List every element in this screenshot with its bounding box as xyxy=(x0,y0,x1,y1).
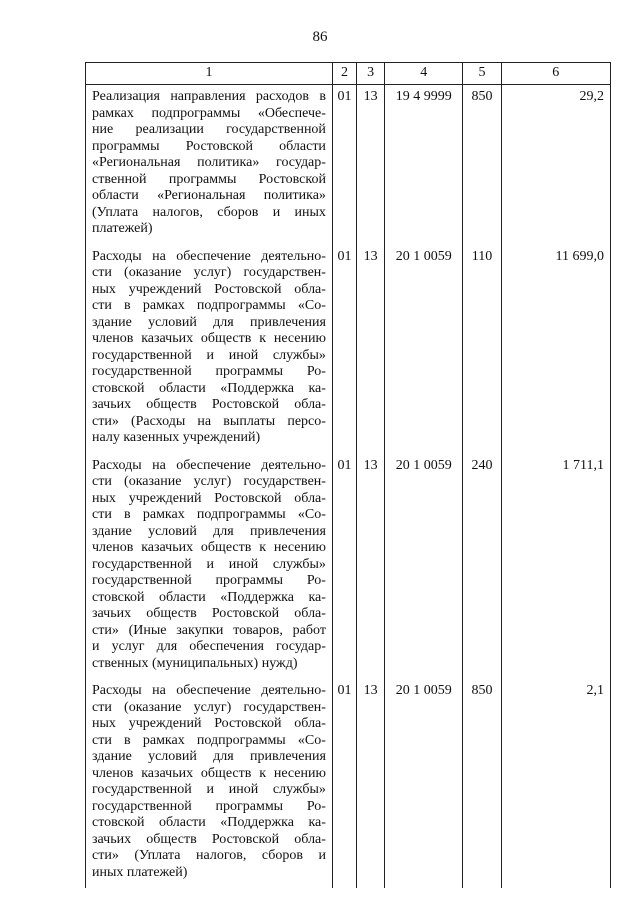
expense-type-code: 240 xyxy=(463,454,501,680)
description-line: государственной программы Ро- xyxy=(92,364,326,379)
amount: 2,1 xyxy=(501,679,610,888)
table-row xyxy=(86,454,611,680)
description-line: рамках подпрограммы «Обеспече- xyxy=(92,105,326,121)
section-code: 01 xyxy=(332,245,356,454)
description-line: иных платежей) xyxy=(92,864,188,880)
header-col-1: 1 xyxy=(86,63,333,85)
description-line: государственной программы Ро- xyxy=(92,573,326,588)
budget-table xyxy=(85,62,611,888)
target-article-code: 19 4 9999 xyxy=(385,85,463,245)
description-line: сти (оказание услуг) государствен- xyxy=(92,474,326,489)
description-line: области «Региональная политика» xyxy=(92,188,326,203)
description-line: здание условий для привлечения xyxy=(92,749,326,764)
header-col-4: 4 xyxy=(385,63,463,85)
description-line: сти» (Иные закупки товаров, работ xyxy=(92,622,326,638)
description-line: членов казачьих обществ к несению xyxy=(92,540,326,555)
page-number: 86 xyxy=(312,29,328,45)
expense-type-code: 850 xyxy=(463,679,501,888)
description-line: Расходы на обеспечение деятельно- xyxy=(92,457,326,473)
row-description xyxy=(86,679,333,888)
description-line: сти (оказание услуг) государствен- xyxy=(92,699,326,715)
subsection-code: 13 xyxy=(357,245,385,454)
description-line: сти в рамках подпрограммы «Со- xyxy=(92,298,326,313)
target-article-code: 20 1 0059 xyxy=(385,679,463,888)
description-line: ственной программы Ростовской xyxy=(92,171,326,187)
section-code: 01 xyxy=(332,454,356,680)
description-line: ных учреждений Ростовской обла- xyxy=(92,716,326,731)
description-line: стовской области «Поддержка ка- xyxy=(92,589,326,605)
header-col-6: 6 xyxy=(501,63,610,85)
description-line: здание условий для привлечения xyxy=(92,314,326,330)
row-description xyxy=(86,85,333,245)
subsection-code: 13 xyxy=(357,85,385,245)
description-line: Расходы на обеспечение деятельно- xyxy=(92,248,326,264)
description-line: и услуг для обеспечения государ- xyxy=(92,639,326,654)
description-line: (Уплата налогов, сборов и иных xyxy=(92,204,326,220)
table-row xyxy=(86,85,611,245)
description-line: сти в рамках подпрограммы «Со- xyxy=(92,732,326,748)
description-line: налу казенных учреждений) xyxy=(92,430,261,445)
amount: 29,2 xyxy=(501,85,610,245)
table-body xyxy=(86,85,611,889)
header-col-3: 3 xyxy=(357,63,385,85)
target-article-code: 20 1 0059 xyxy=(385,454,463,680)
expense-type-code: 110 xyxy=(463,245,501,454)
description-line: государственной программы Ро- xyxy=(92,798,326,814)
table-row xyxy=(86,679,611,888)
description-line: сти» (Уплата налогов, сборов и xyxy=(92,848,326,863)
description-line: зачьих обществ Ростовской обла- xyxy=(92,606,326,621)
description-line: ние реализации государственной xyxy=(92,122,326,137)
section-code: 01 xyxy=(332,85,356,245)
description-line: программы Ростовской области xyxy=(92,138,326,154)
row-description xyxy=(86,245,333,454)
expense-type-code: 850 xyxy=(463,85,501,245)
description-line: Реализация направления расходов в xyxy=(92,89,326,104)
description-line: ных учреждений Ростовской обла- xyxy=(92,281,326,297)
description-line: государственной и иной службы» xyxy=(92,782,326,797)
description-line: государственной и иной службы» xyxy=(92,347,326,363)
description-line: стовской области «Поддержка ка- xyxy=(92,815,326,830)
amount: 11 699,0 xyxy=(501,245,610,454)
description-line: сти (оказание услуг) государствен- xyxy=(92,265,326,280)
header-col-2: 2 xyxy=(332,63,356,85)
header-col-5: 5 xyxy=(463,63,501,85)
amount: 1 711,1 xyxy=(501,454,610,680)
table-row xyxy=(86,245,611,454)
header-row xyxy=(86,63,611,85)
description-line: платежей) xyxy=(92,221,153,236)
description-line: Расходы на обеспечение деятельно- xyxy=(92,683,326,698)
description-line: членов казачьих обществ к несению xyxy=(92,331,326,346)
description-line: здание условий для привлечения xyxy=(92,523,326,539)
target-article-code: 20 1 0059 xyxy=(385,245,463,454)
description-line: зачьих обществ Ростовской обла- xyxy=(92,831,326,847)
description-line: стовской области «Поддержка ка- xyxy=(92,380,326,396)
subsection-code: 13 xyxy=(357,454,385,680)
description-line: сти» (Расходы на выплаты персо- xyxy=(92,413,326,429)
description-line: ных учреждений Ростовской обла- xyxy=(92,490,326,506)
description-line: ственных (муниципальных) нужд) xyxy=(92,655,298,671)
description-line: сти в рамках подпрограммы «Со- xyxy=(92,507,326,522)
row-description xyxy=(86,454,333,680)
section-code: 01 xyxy=(332,679,356,888)
description-line: членов казачьих обществ к несению xyxy=(92,765,326,781)
subsection-code: 13 xyxy=(357,679,385,888)
description-line: зачьих обществ Ростовской обла- xyxy=(92,397,326,412)
description-line: «Региональная политика» государ- xyxy=(92,155,326,170)
description-line: государственной и иной службы» xyxy=(92,556,326,572)
